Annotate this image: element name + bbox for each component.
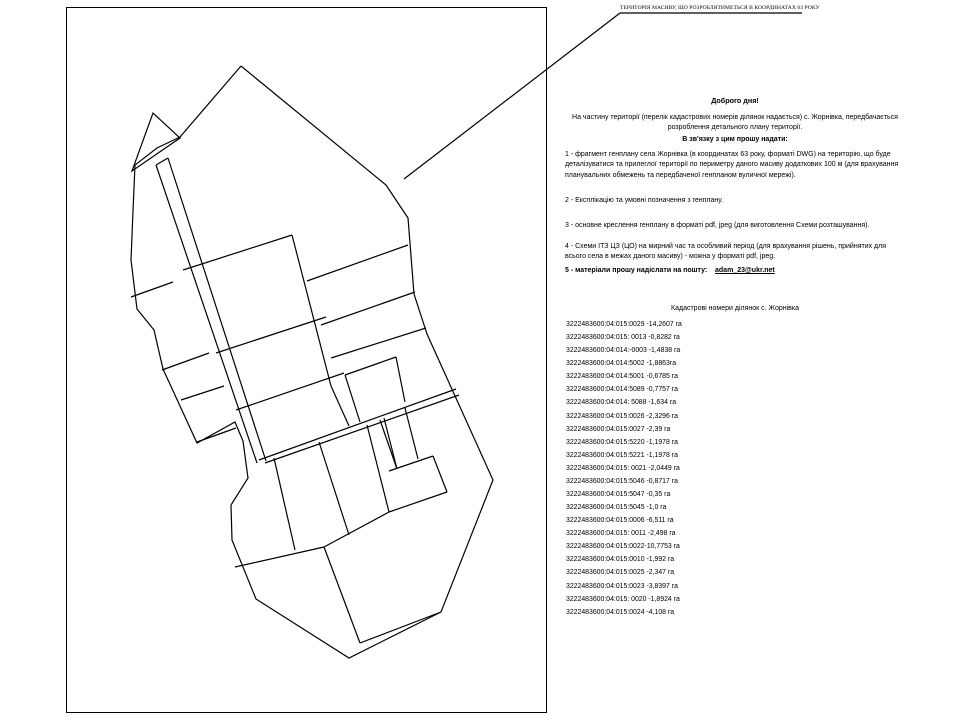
parcel-line	[331, 328, 426, 358]
parcel-line	[307, 245, 408, 281]
road-edge-left	[156, 165, 257, 463]
request-item-4: 4 - Схеми ІТЗ ЦЗ (ЦО) на мирний час та особливий період (для врахування рішень, прийнятих для всього села в межах даного масиву) - можна у форматі pdf, jpeg.	[565, 243, 887, 261]
cadastral-entry: 3222483600:04:015:0026 -2,3296 га	[566, 412, 678, 420]
request-item-5	[565, 266, 907, 276]
cadastral-entry: 3222483600:04:014:5002 -1,8863га	[566, 360, 677, 368]
cadastral-entry: 3222483600:04:015: 0013 -0,8282 га	[566, 334, 680, 342]
parcel-line	[197, 428, 236, 442]
parcel-line	[131, 282, 173, 297]
cadastral-entry: 3222483600:04:015: 0020 -1,8924 га	[566, 595, 680, 603]
cadastral-entry: 3222483600:04:015:5047 -0,35 га	[566, 491, 671, 499]
parcel-line	[345, 375, 360, 422]
parcel-line	[183, 235, 292, 270]
parcel-line	[384, 418, 397, 469]
cadastral-entry: 3222483600:04:014:-0003 -1,4838 га	[566, 347, 681, 355]
cadastral-entry: 3222483600:04:015:0025 -2,347 га	[566, 569, 675, 577]
street-edge-lower	[265, 395, 459, 463]
cadastral-entry: 3222483600:04:015:0029 -14,2607 га	[566, 321, 682, 328]
parcel-line	[389, 492, 447, 512]
cadastral-entry: 3222483600:04:015:0027 -2,39 га	[566, 425, 671, 433]
request-item-2: 2 - Експлікацію та умовні позначення з генплану.	[565, 197, 724, 204]
cadastral-entry: 3222483600:04:015: 0021 -2,0449 га	[566, 464, 680, 472]
letter-lead: В зв'язку з цим прошу надати:	[682, 136, 788, 143]
cadastral-title: Кадастрові номери ділянок с. Жорнівка	[671, 305, 799, 312]
cadastral-entry: 3222483600:04:014: 5088 -1,634 га	[566, 399, 677, 407]
cadastral-entry: 3222483600:04:015:5220 -1,1978 га	[566, 438, 678, 446]
parcel-line	[396, 357, 405, 402]
road-edge-right	[168, 158, 266, 461]
parcel-line	[321, 292, 415, 325]
parcel-line	[235, 547, 324, 567]
cadastral-entry: 3222483600:04:015: 0011 -2,498 га	[566, 530, 676, 538]
parcel-line	[162, 353, 209, 370]
cadastral-entry: 3222483600:04:015:0024 -4,108 га	[566, 608, 675, 616]
parcel-line	[380, 420, 397, 469]
header-note: ТЕРИТОРІЯ МАСИВУ, ЩО РОЗРОБЛЯТИМЕТЬСЯ В КООРДИНАТАХ 63 РОКУ	[620, 5, 820, 11]
cadastral-entry: 3222483600:04:015:0023 -3,8397 га	[566, 582, 678, 590]
request-item-5-label: 5 - матеріали прошу надіслати на пошту:	[565, 267, 708, 274]
email-link[interactable]: adam_23@ukr.net	[715, 267, 775, 274]
request-item-1: 1 - фрагмент генплану села Жорнівка (в координатах 63 року, форматі DWG) на територію, що буде деталізуватися та прилеглої території по периметру даного масиву додаткових 100 м (для врахування планувальних обмежень та передбаченої генпланом вуличної мережі).	[565, 151, 899, 179]
road-top-cap	[156, 158, 168, 165]
cadastral-entry: 3222483600:04:015:0022-10,7753 га	[566, 543, 680, 551]
parcel-line	[274, 458, 295, 550]
parcel-line	[360, 612, 441, 643]
parcel-line	[319, 442, 349, 535]
letter-greeting: Доброго дня!	[711, 96, 759, 105]
cadastral-entry: 3222483600:04:015:0006 -6,511 га	[566, 517, 674, 525]
parcel-line	[405, 408, 418, 459]
cadastral-entry: 3222483600:04:015:0010 -1,992 га	[566, 556, 675, 564]
street-edge-upper	[259, 389, 456, 460]
cadastral-entry: 3222483600:04:015:5045 -1,0 га	[566, 504, 667, 512]
parcel-line	[181, 386, 224, 400]
cadastral-entry: 3222483600:04:014:5089 -0,7757 га	[566, 386, 678, 394]
request-item-3: 3 - основне креслення генплану в форматі pdf, jpeg (для виготовлення Схеми розташування).	[565, 222, 870, 229]
cadastral-entry: 3222483600:04:015:5046 -0,8717 га	[566, 477, 678, 485]
parcel-line	[345, 357, 396, 375]
parcel-line	[216, 317, 326, 353]
cadastral-entry: 3222483600:04:014:5001 -0,6785 га	[566, 373, 678, 381]
parcel-line	[324, 547, 360, 643]
letter-intro: На частину території (перелік кадастрових номерів ділянок надається) с. Жорнівка, передбачається розроблення детального плану території.	[572, 114, 898, 132]
parcel-line	[236, 373, 344, 410]
parcel-line	[324, 512, 389, 547]
parcel-line	[433, 456, 447, 492]
cadastral-entry: 3222483600:04:015:5221 -1,1978 га	[566, 451, 678, 459]
parcel-line	[292, 235, 331, 386]
cadastral-list	[566, 318, 682, 619]
parcel-line	[331, 386, 349, 426]
